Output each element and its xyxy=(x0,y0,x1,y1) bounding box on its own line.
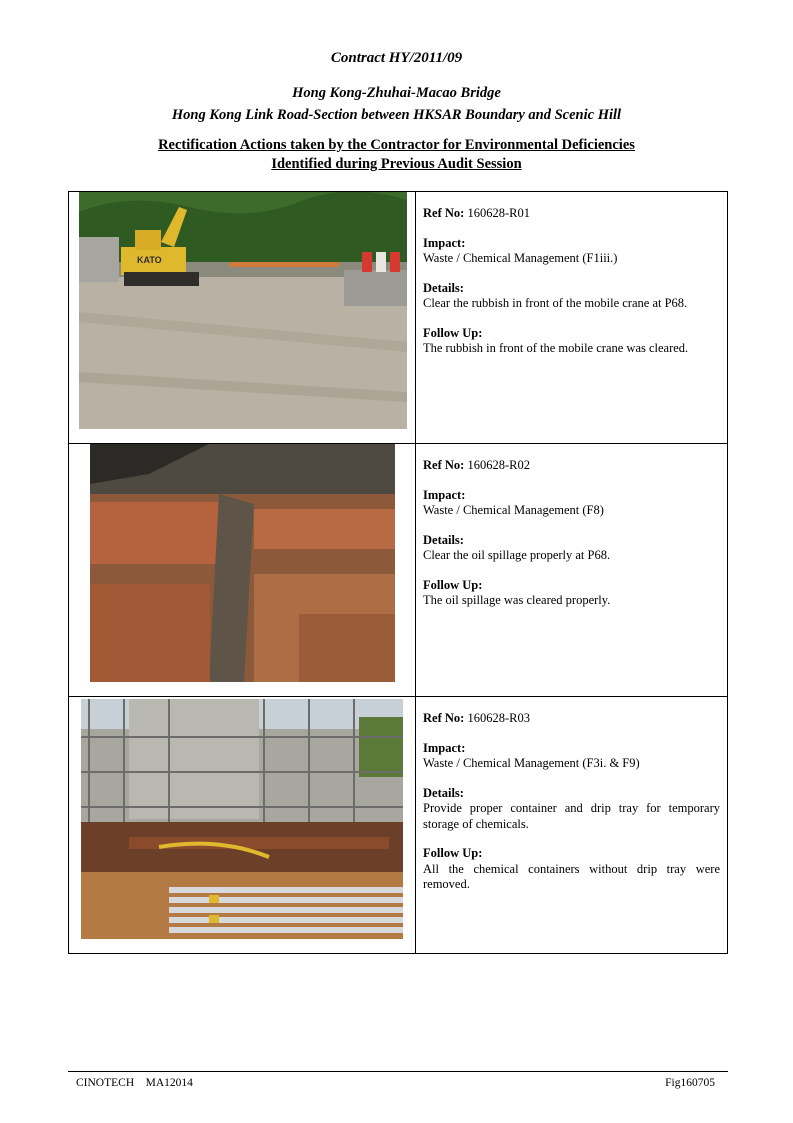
details-value: Clear the oil spillage properly at P68. xyxy=(423,548,611,562)
site-photo-excavator xyxy=(69,192,415,429)
impact-label: Impact: xyxy=(423,740,466,755)
table-row xyxy=(69,697,728,954)
ref-label: Ref No: xyxy=(423,458,465,472)
ref-label: Ref No: xyxy=(423,206,465,220)
details-label: Details: xyxy=(423,532,464,547)
footer-divider xyxy=(68,1071,728,1072)
photo-cell xyxy=(69,697,416,954)
details-value: Clear the rubbish in front of the mobile crane at P68. xyxy=(423,296,688,310)
follow-up-label: Follow Up: xyxy=(423,577,483,592)
impact-label: Impact: xyxy=(423,487,466,502)
footer-left: CINOTECH MA12014 xyxy=(76,1077,193,1089)
follow-up-value: The rubbish in front of the mobile crane was cleared. xyxy=(423,341,689,355)
ref-label: Ref No: xyxy=(423,711,465,725)
impact-value: Waste / Chemical Management (F1iii.) xyxy=(423,251,618,265)
table-row xyxy=(69,192,728,444)
photo-cell xyxy=(69,444,416,697)
follow-up-value: The oil spillage was cleared properly. xyxy=(423,593,611,607)
ref-number: 160628-R01 xyxy=(467,206,530,220)
rectification-table xyxy=(68,191,728,954)
contract-number: Contract HY/2011/09 xyxy=(330,50,463,66)
excavator-brand-text: KATO xyxy=(137,255,162,265)
table-row xyxy=(69,444,728,697)
photo-cell xyxy=(69,192,416,444)
ref-number: 160628-R03 xyxy=(467,711,530,725)
project-name: Hong Kong-Zhuhai-Macao Bridge xyxy=(292,85,501,101)
ref-number: 160628-R02 xyxy=(467,458,530,472)
details-label: Details: xyxy=(423,280,464,295)
info-cell xyxy=(416,192,728,444)
follow-up-label: Follow Up: xyxy=(423,846,483,860)
follow-up-value: All the chemical containers without drip tray were removed. xyxy=(423,861,720,891)
page-title-line2: Identified during Previous Audit Session xyxy=(271,156,522,172)
page-title-line1: Rectification Actions taken by the Contractor for Environmental Deficiencies xyxy=(158,137,635,153)
section-name: Hong Kong Link Road-Section between HKSAR Boundary and Scenic Hill xyxy=(171,107,622,123)
follow-up-label: Follow Up: xyxy=(423,325,483,340)
site-photo-scaffolding xyxy=(69,697,415,939)
info-cell xyxy=(416,444,728,697)
site-photo-oil-spillage xyxy=(69,444,415,682)
impact-value: Waste / Chemical Management (F8) xyxy=(423,503,604,517)
details-label: Details: xyxy=(423,785,464,800)
footer-right: Fig160705 xyxy=(665,1077,715,1089)
info-cell xyxy=(416,697,728,954)
impact-label: Impact: xyxy=(423,235,466,250)
details-value: Provide proper container and drip tray for temporary storage of chemicals. xyxy=(423,801,720,831)
impact-value: Waste / Chemical Management (F3i. & F9) xyxy=(423,756,640,770)
